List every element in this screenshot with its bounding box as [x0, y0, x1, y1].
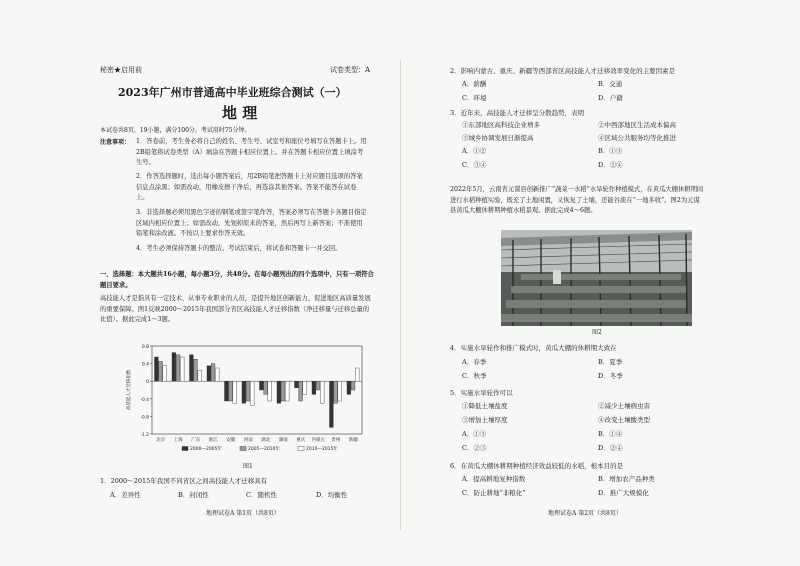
- category-label: 安徽: [226, 438, 236, 443]
- q3-statement-2: ②中西部地区生活成本偏高: [598, 121, 676, 129]
- passage-1: 高技能人才是指具有一定技术、从事专业职业的人员，是提升地区创新能力、促进地区高质量发展的重要保障。图1反映2000～2015年我国部分省区高技能人才迁移指数（净迁移量与迁移总量的比值）。据此完成1～3题。: [100, 295, 371, 323]
- bar-河南-1: [246, 381, 250, 401]
- q3-option-d[interactable]: D．②④: [598, 161, 623, 169]
- category-label: 浙江: [208, 438, 218, 443]
- q5-option-b[interactable]: B．①④: [598, 430, 623, 438]
- notes-label: 注意事项：: [100, 139, 131, 146]
- page-2-footer: 地理试卷A 第2页（共8页）: [548, 510, 622, 517]
- q1-option-a[interactable]: A．差异性: [110, 491, 141, 499]
- category-label: 河南: [243, 438, 253, 443]
- y-tick-label: 0.4: [141, 362, 149, 368]
- bar-安徽-1: [229, 381, 233, 401]
- q3-statement-1: ①东部地区高科技企业增多: [462, 121, 540, 129]
- category-label: 广东: [191, 438, 201, 443]
- q5-stem: 5．实施水旱轮作可以: [450, 389, 513, 397]
- q5-option-a[interactable]: A．①③: [462, 430, 487, 438]
- q5-option-d[interactable]: D．②④: [598, 444, 623, 452]
- category-label: 北京: [156, 438, 166, 443]
- exam-title: 2023年广州市普通高中毕业班综合测试（一）: [118, 86, 347, 99]
- confidential-label: 秘密★启用前: [100, 66, 142, 74]
- q2-option-b[interactable]: B．交通: [598, 80, 623, 88]
- q1-option-d[interactable]: D．均衡性: [316, 491, 348, 499]
- bar-浙江-0: [207, 366, 211, 381]
- bar-湖南-2: [285, 381, 289, 401]
- y-tick-label: -0.8: [140, 415, 149, 421]
- q6-option-c[interactable]: C．防止耕地“非粮化”: [462, 489, 526, 497]
- category-label: 湖北: [261, 438, 271, 443]
- bar-上海-1: [176, 355, 180, 381]
- bar-上海-2: [180, 357, 184, 381]
- q3-statement-4: ④区域公共服务均等化推进: [598, 134, 676, 142]
- category-label: 重庆: [296, 438, 306, 443]
- figure-1-caption: 图1: [243, 463, 253, 470]
- bar-北京-2: [163, 366, 167, 381]
- y-tick-label: -0.4: [140, 397, 149, 403]
- q1-stem: 1．2000～2015年我国不同省区之间高技能人才迁移具有: [100, 477, 268, 485]
- legend-label: 2000—2005年: [190, 447, 222, 452]
- bar-安徽-0: [225, 381, 229, 401]
- bar-重庆-0: [295, 381, 299, 388]
- q5-option-c[interactable]: C．②③: [462, 444, 487, 452]
- bar-贵州-1: [334, 381, 338, 403]
- q5-statement-3: ③增加土壤厚度: [462, 416, 508, 424]
- q2-option-c[interactable]: C．环境: [462, 94, 487, 102]
- page-divider: [400, 60, 401, 530]
- bar-湖北-1: [264, 381, 268, 394]
- passage-2: 2022年5月，云南省元谋县创新推广“蔬菜一水稻”水旱轮作种植模式，在黄瓜大棚休耕期间进行水稻种植实验，既充了土地闲置，又恢复了土壤，还能谷流在“一地多收”。图2为元谋县黄瓜大棚休耕期种植水稻景观。据此完成4～6题。: [450, 186, 704, 214]
- q6-option-a[interactable]: A．提高耕地复种指数: [462, 475, 526, 483]
- note-3: 3．非选择题必须用黑色字迹的钢笔或签字笔作答，答案必须写在答题卡各题目指定区域内相应位置上；如需改动，先划掉原来的答案，然后再写上新答案；不准使用铅笔和涂改液。不按以上要求作答无效。: [136, 209, 367, 237]
- bar-湖北-0: [260, 381, 264, 390]
- bar-重庆-2: [303, 381, 307, 394]
- legend-swatch: [182, 447, 188, 451]
- bar-重庆-1: [299, 381, 303, 401]
- q6-option-d[interactable]: D．推广大规模化: [598, 489, 649, 497]
- q6-option-b[interactable]: B．增加农产品种类: [598, 475, 655, 483]
- figure-2-photo: [501, 230, 692, 326]
- bar-浙江-1: [211, 364, 215, 382]
- bar-新疆-1: [351, 381, 355, 390]
- q6-stem: 6．在黄瓜大棚休耕期种植经济效益较低的水稻，根本目的是: [450, 462, 624, 470]
- bar-贵州-0: [330, 381, 334, 427]
- bar-安徽-2: [233, 381, 237, 403]
- q3-option-b[interactable]: B．①③: [598, 147, 623, 155]
- figure-2-caption: 图2: [592, 329, 602, 336]
- bar-新疆-0: [347, 381, 351, 394]
- bar-广东-2: [198, 370, 202, 381]
- bar-浙江-2: [215, 368, 219, 381]
- q2-option-a[interactable]: A．薪酬: [462, 80, 487, 88]
- q3-stem: 3．近年来，高技能人才迁移呈分散趋势，表明: [450, 109, 585, 117]
- legend-swatch: [298, 447, 304, 451]
- subject-title: 地 理: [222, 104, 258, 122]
- y-tick-label: 0: [146, 380, 149, 386]
- bar-新疆-2: [355, 368, 359, 381]
- category-label: 内蒙古: [311, 438, 325, 443]
- note-1: 1．答卷前，考生务必将自己的姓名、考生号、试室号和座位号填写在答题卡上。用2B铅笔将试卷类型（A）填涂在答题卡相应位置上。并在答题卡相应位置上填涂考生号。: [136, 138, 367, 166]
- bar-北京-1: [159, 361, 163, 381]
- legend-swatch: [240, 447, 246, 451]
- q4-option-d[interactable]: D．冬季: [598, 372, 623, 380]
- q4-stem: 4．实施水旱轮作和推广模式时，黄瓜大棚的休耕期大致在: [450, 344, 617, 352]
- q4-option-a[interactable]: A．春季: [462, 358, 487, 366]
- bar-河南-0: [242, 381, 246, 403]
- bar-广东-0: [190, 355, 194, 381]
- bar-北京-0: [155, 357, 159, 381]
- category-label: 贵州: [331, 438, 341, 443]
- q1-option-b[interactable]: B．封闭性: [178, 491, 209, 499]
- q4-option-b[interactable]: B．夏季: [598, 358, 623, 366]
- q4-option-c[interactable]: C．秋季: [462, 372, 487, 380]
- bar-广东-1: [194, 359, 198, 381]
- q5-statement-2: ②减少土壤病虫害: [598, 402, 650, 410]
- figure-1-chart: [122, 340, 370, 460]
- bar-湖北-2: [268, 381, 272, 401]
- bar-河南-2: [250, 381, 254, 405]
- intro-text: 本试卷共8页，19小题，满分100分。考试用时75分钟。: [100, 127, 251, 134]
- category-label: 湖南: [278, 438, 288, 443]
- paper-type-label: 试卷类型：A: [330, 66, 371, 74]
- page-1-footer: 地理试卷A 第1页（共8页）: [206, 510, 280, 517]
- section-title: 一、选择题：本大题共16小题，每小题3分，共48分。在每小题列出的四个选项中，只有一项符合题目要求。: [100, 271, 374, 289]
- bar-内蒙古-0: [312, 381, 316, 394]
- bar-上海-0: [172, 353, 176, 382]
- y-tick-label: -1.2: [140, 433, 149, 438]
- bar-贵州-2: [338, 381, 342, 401]
- note-4: 4．考生必须保持答题卡的整洁。考试结束后，将试卷和答题卡一并交回。: [136, 245, 342, 252]
- bar-湖南-0: [277, 381, 281, 403]
- q3-option-a[interactable]: A．①②: [462, 147, 487, 155]
- greenhouse-photo-illustration: [501, 230, 692, 326]
- q3-option-c[interactable]: C．③④: [462, 161, 487, 169]
- q2-stem: 2．影响内蒙古、重庆、新疆等西部省区高技能人才迁移效率变化的主要因素是: [450, 67, 676, 75]
- bar-内蒙古-1: [316, 381, 320, 390]
- legend-label: 2005—2010年: [248, 447, 280, 452]
- y-axis-label: 高技能人才迁移指数: [127, 369, 132, 411]
- q2-option-d[interactable]: D．户籍: [598, 94, 623, 102]
- q1-option-c[interactable]: C．随机性: [246, 491, 277, 499]
- category-label: 上海: [173, 438, 183, 443]
- q5-statement-1: ①降低土壤盐度: [462, 402, 508, 410]
- q3-statement-3: ③城乡协调发展日渐提高: [462, 134, 534, 142]
- category-label: 新疆: [348, 438, 358, 443]
- migration-index-chart: [122, 340, 370, 460]
- note-2: 2．作答选择题时，选出每小题答案后，用2B铅笔把答题卡上对应题目选项的答案信息点涂黑；如需改动，用橡皮擦干净后，再选涂其他答案。答案不能答在试卷上。: [136, 173, 363, 201]
- bar-湖南-1: [281, 381, 285, 401]
- q5-statement-4: ④改变土壤酸类型: [598, 416, 650, 424]
- legend-label: 2010—2015年: [306, 447, 338, 452]
- bar-内蒙古-2: [320, 381, 324, 403]
- y-tick-label: 0.8: [141, 345, 149, 350]
